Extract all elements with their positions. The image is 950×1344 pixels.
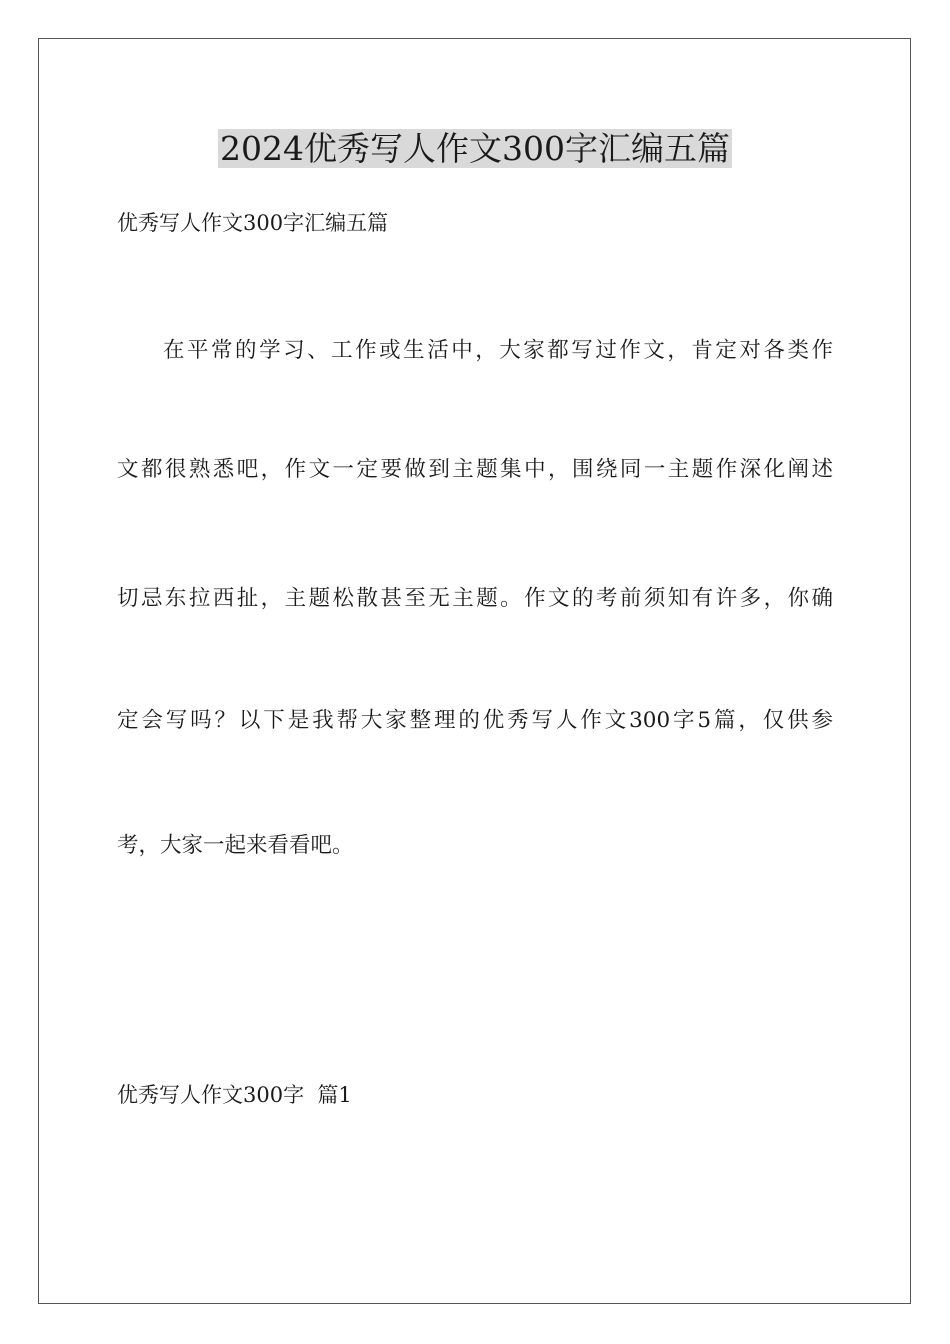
intro-paragraph-line: 在平常的学习、工作或生活中，大家都写过作文，肯定对各类作 xyxy=(163,338,833,363)
document-title-text: 2024优秀写人作文300字汇编五篇 xyxy=(220,129,730,168)
document-subtitle: 优秀写人作文300字汇编五篇 xyxy=(117,211,389,235)
intro-paragraph-line: 定会写吗？以下是我帮大家整理的优秀写人作文300字5篇，仅供参 xyxy=(117,708,833,733)
section-heading: 优秀写人作文300字 篇1 xyxy=(117,1083,352,1107)
intro-paragraph-line: 切忌东拉西扯，主题松散甚至无主题。作文的考前须知有许多，你确 xyxy=(117,586,833,611)
intro-paragraph-line: 文都很熟悉吧，作文一定要做到主题集中，围绕同一主题作深化阐述 xyxy=(117,457,833,482)
intro-paragraph-line: 考，大家一起来看看吧。 xyxy=(117,833,354,858)
document-title xyxy=(0,126,950,172)
